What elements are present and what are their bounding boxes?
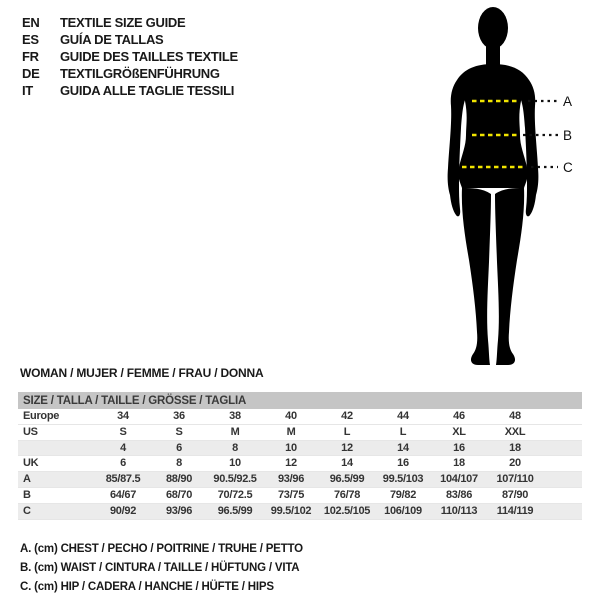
table-row-b-waist	[18, 487, 582, 503]
woman-silhouette	[448, 7, 539, 365]
cell: 40	[285, 410, 297, 422]
cell: 16	[453, 441, 465, 454]
cell: L	[399, 425, 407, 438]
lang-title: GUÍA DE TALLAS	[60, 32, 164, 47]
table-row-c-hip	[18, 503, 582, 519]
cell: 16	[397, 457, 409, 470]
table-title: WOMAN / MUJER / FEMME / FRAU / DONNA	[20, 366, 264, 380]
lang-code: EN	[22, 15, 40, 30]
cell: 20	[509, 457, 521, 470]
lang-title: GUIDA ALLE TAGLIE TESSILI	[60, 83, 235, 98]
cell: 8	[176, 457, 182, 470]
cell: 14	[341, 457, 353, 470]
silhouette-left-leg	[462, 188, 491, 365]
cell: 93/96	[165, 504, 193, 517]
row-label: Europe	[23, 410, 60, 422]
row-label: A	[23, 473, 31, 486]
cell: 6	[176, 441, 182, 454]
cell: 85/87.5	[105, 473, 141, 486]
cell: XXL	[504, 425, 526, 438]
table-header: SIZE / TALLA / TAILLE / GRÖSSE / TAGLIA	[18, 392, 582, 409]
cell: 79/82	[389, 488, 417, 501]
cell: 93/96	[277, 473, 305, 486]
cell: 99.5/102	[270, 504, 312, 517]
cell: 114/119	[496, 504, 534, 517]
cell: 10	[229, 457, 241, 470]
legend-chest: A. (cm) CHEST / PECHO / POITRINE / TRUHE / PETTO	[20, 543, 303, 555]
lang-title: TEXTILE SIZE GUIDE	[60, 15, 186, 30]
cell: 64/67	[109, 488, 137, 501]
lang-code: ES	[22, 32, 39, 47]
table-row-europe	[18, 409, 582, 424]
cell: 42	[341, 410, 353, 422]
cell: 46	[453, 410, 465, 422]
legend-waist: B. (cm) WAIST / CINTURA / TAILLE / HÜFTUNG / VITA	[20, 562, 300, 574]
cell: 83/86	[445, 488, 473, 501]
cell: 12	[285, 457, 297, 470]
table-header-row	[18, 392, 582, 409]
cell: 34	[117, 410, 129, 422]
cell: 18	[453, 457, 465, 470]
cell: XL	[452, 425, 466, 438]
measurement-legend	[20, 540, 303, 597]
size-table	[18, 392, 582, 520]
lang-title: GUIDE DES TAILLES TEXTILE	[60, 49, 238, 64]
cell-spacer	[543, 472, 582, 488]
cell: 99.5/103	[382, 473, 424, 486]
table-row-us-numeric	[18, 440, 582, 456]
cell: M	[286, 425, 296, 438]
table-row-us	[18, 424, 582, 440]
cell: 38	[229, 410, 241, 422]
lang-code: DE	[22, 66, 40, 81]
legend-hip: C. (cm) HIP / CADERA / HANCHE / HÜFTE / HIPS	[20, 581, 274, 593]
cell: 44	[397, 410, 409, 422]
row-label: UK	[23, 457, 39, 470]
cell: 4	[120, 441, 126, 454]
cell: L	[343, 425, 351, 438]
cell: 70/72.5	[217, 488, 253, 501]
label-c: C	[563, 160, 573, 175]
cell-spacer	[543, 440, 582, 456]
cell: 96.5/99	[329, 473, 365, 486]
cell: 104/107	[440, 473, 478, 486]
cell: 90.5/92.5	[213, 473, 257, 486]
cell: 110/113	[440, 504, 478, 517]
cell: 6	[120, 457, 126, 470]
table-row-uk	[18, 456, 582, 472]
cell: 12	[341, 441, 353, 454]
cell-spacer	[543, 487, 582, 503]
cell-spacer	[543, 409, 582, 424]
cell: 107/110	[496, 473, 534, 486]
language-title-block	[22, 14, 238, 99]
cell: 96.5/99	[217, 504, 253, 517]
cell: 102.5/105	[323, 504, 371, 517]
row-label: B	[23, 488, 31, 501]
lang-row-de	[22, 65, 238, 82]
lang-code: FR	[22, 49, 39, 64]
label-b: B	[563, 128, 573, 143]
cell: 73/75	[277, 488, 305, 501]
cell-spacer	[543, 456, 582, 472]
cell: 68/70	[165, 488, 193, 501]
cell: 8	[232, 441, 238, 454]
label-a: A	[563, 94, 573, 109]
row-label: US	[23, 425, 38, 438]
measurement-figure	[412, 2, 592, 378]
cell: 88/90	[165, 473, 193, 486]
row-label	[18, 440, 95, 456]
cell: 87/90	[501, 488, 529, 501]
row-label: C	[23, 504, 31, 517]
lang-code: IT	[22, 83, 33, 98]
lang-row-fr	[22, 48, 238, 65]
lang-title: TEXTILGRÖßENFÜHRUNG	[60, 66, 220, 81]
cell: M	[230, 425, 240, 438]
cell: 48	[509, 410, 521, 422]
cell: 14	[397, 441, 409, 454]
lang-row-en	[22, 14, 238, 31]
lang-row-it	[22, 82, 238, 99]
cell: 36	[173, 410, 185, 422]
cell-spacer	[543, 503, 582, 519]
cell: 10	[285, 441, 297, 454]
cell: S	[119, 425, 127, 438]
cell: 106/109	[384, 504, 422, 517]
silhouette-right-leg	[495, 188, 524, 365]
lang-row-es	[22, 31, 238, 48]
silhouette-torso	[457, 64, 529, 188]
table-row-a-chest	[18, 472, 582, 488]
cell-spacer	[543, 424, 582, 440]
cell: 90/92	[109, 504, 137, 517]
cell: 76/78	[333, 488, 361, 501]
cell: 18	[509, 441, 521, 454]
cell: S	[175, 425, 183, 438]
